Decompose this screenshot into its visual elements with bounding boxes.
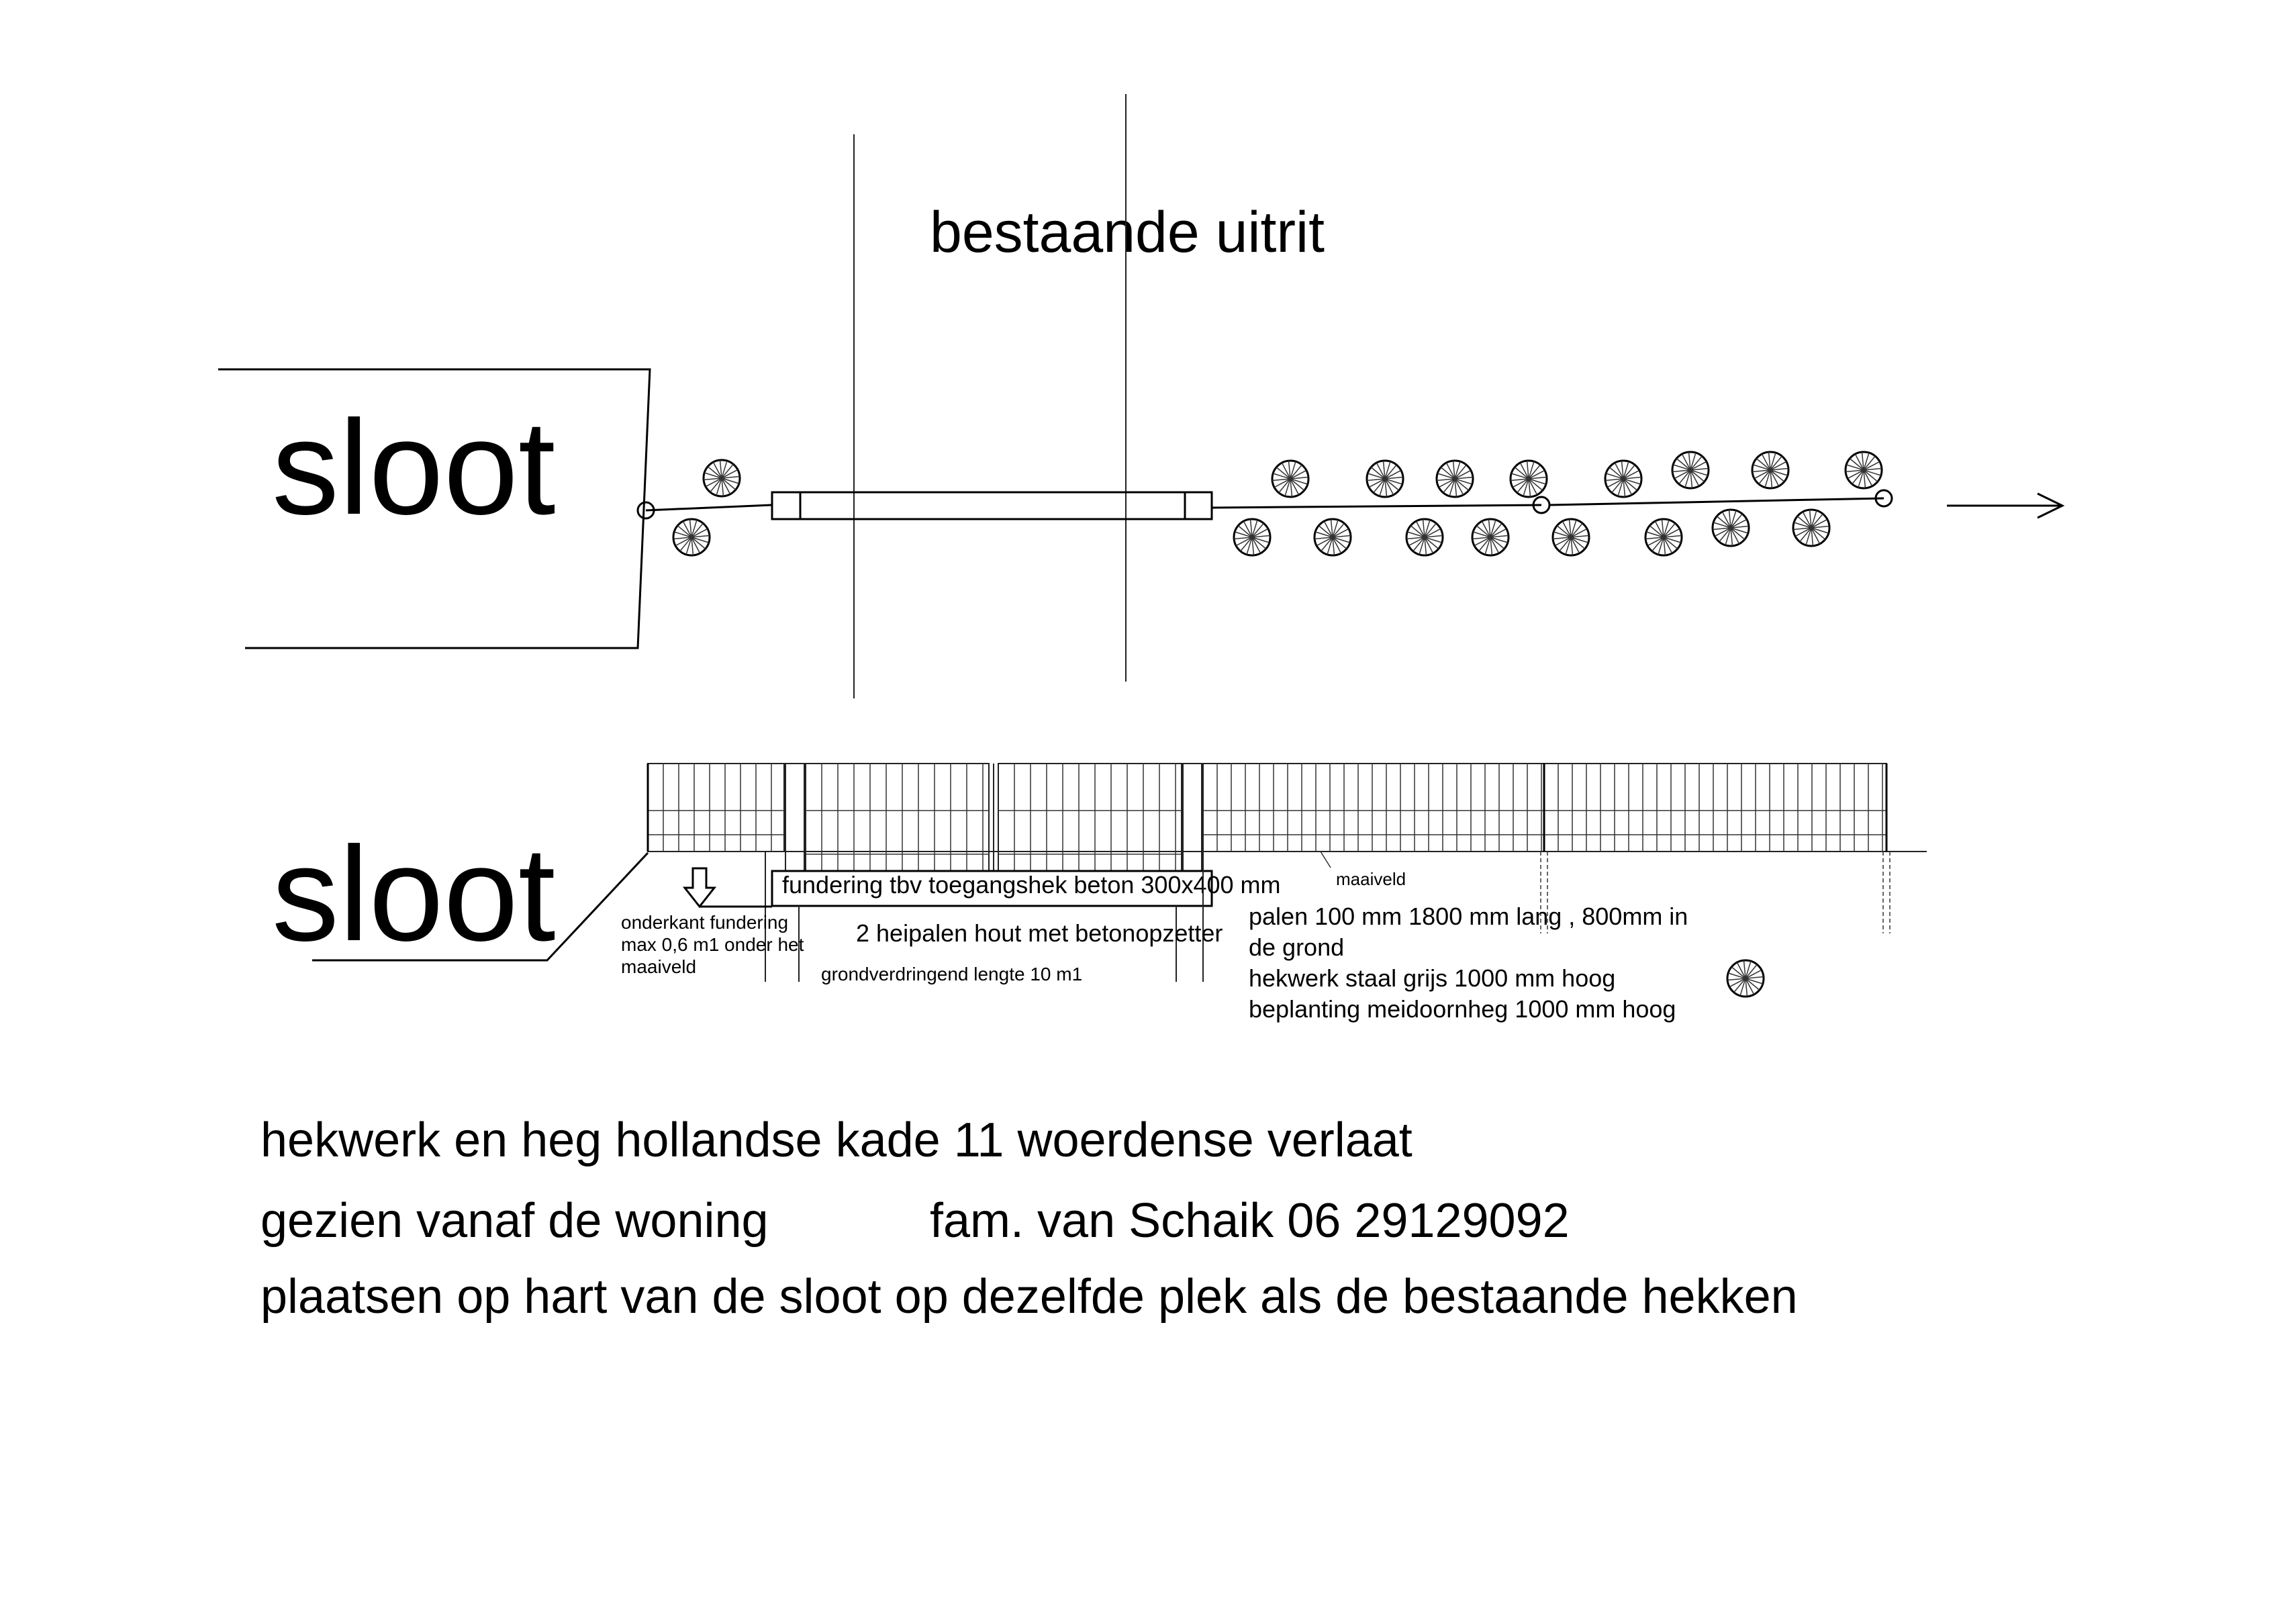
- footer-line-2a: gezien vanaf de woning: [260, 1194, 769, 1248]
- shrub-icon: [1713, 510, 1749, 546]
- footer: [260, 1113, 1798, 1324]
- foundation-label: fundering tbv toegangshek beton 300x400 mm: [782, 871, 1281, 899]
- shrub-icon: [1672, 452, 1709, 488]
- shrub-icon: [1752, 452, 1788, 488]
- shrub-icon: [1272, 461, 1308, 497]
- ground-label: maaiveld: [1336, 869, 1406, 889]
- direction-arrow-icon: [1947, 494, 2062, 518]
- spec-line-4: beplanting meidoornheg 1000 mm hoog: [1249, 995, 1676, 1023]
- footer-line-2b: fam. van Schaik 06 29129092: [930, 1194, 1570, 1248]
- bottom-note-2: max 0,6 m1 onder het: [621, 934, 804, 955]
- footer-line-3: plaatsen op hart van de sloot op dezelfde plek als de bestaande hekken: [260, 1270, 1798, 1324]
- plan-fence-line-left: [646, 505, 772, 510]
- shrub-icon: [673, 519, 710, 555]
- elevation-ditch-label: sloot: [272, 819, 556, 969]
- down-arrow-icon: [685, 868, 772, 907]
- plan-ditch-label: sloot: [272, 393, 556, 543]
- shrub-legend-icon: [1727, 960, 1764, 997]
- spec-line-2: de grond: [1249, 933, 1345, 961]
- plan-fence-line-right: [1549, 498, 1884, 505]
- shrub-icon: [1437, 461, 1473, 497]
- shrub-icon: [1846, 452, 1882, 488]
- shrub-icon: [1367, 461, 1403, 497]
- plan-title: bestaande uitrit: [930, 200, 1325, 265]
- footer-line-1: hekwerk en heg hollandse kade 11 woerdense verlaat: [260, 1113, 1413, 1167]
- shrub-icon: [1605, 461, 1641, 497]
- shrub-icon: [1314, 519, 1351, 555]
- ground-leader: [1321, 852, 1331, 868]
- shrub-icon: [1553, 519, 1589, 555]
- shrub-icon: [1645, 519, 1682, 555]
- piles-label: 2 heipalen hout met betonopzetter: [856, 919, 1223, 947]
- plan-gate: [772, 492, 1212, 519]
- elevation-view: [272, 764, 1927, 1023]
- shrub-icon: [1406, 519, 1443, 555]
- plan-view: [218, 94, 2062, 698]
- shrub-icon: [704, 460, 740, 496]
- shrub-icon: [1727, 960, 1764, 997]
- shrub-icon: [1472, 519, 1509, 555]
- shrub-icon: [1234, 519, 1270, 555]
- plan-fence-line-mid: [1212, 505, 1541, 508]
- spec-line-1: palen 100 mm 1800 mm lang , 800mm in: [1249, 903, 1688, 930]
- bottom-note-3: maaiveld: [621, 956, 697, 977]
- displacing-label: grondverdringend lengte 10 m1: [821, 964, 1083, 984]
- shrub-icon: [1511, 461, 1547, 497]
- spec-line-3: hekwerk staal grijs 1000 mm hoog: [1249, 964, 1616, 992]
- bottom-note-1: onderkant fundering: [621, 912, 789, 933]
- shrub-icon: [1793, 510, 1829, 546]
